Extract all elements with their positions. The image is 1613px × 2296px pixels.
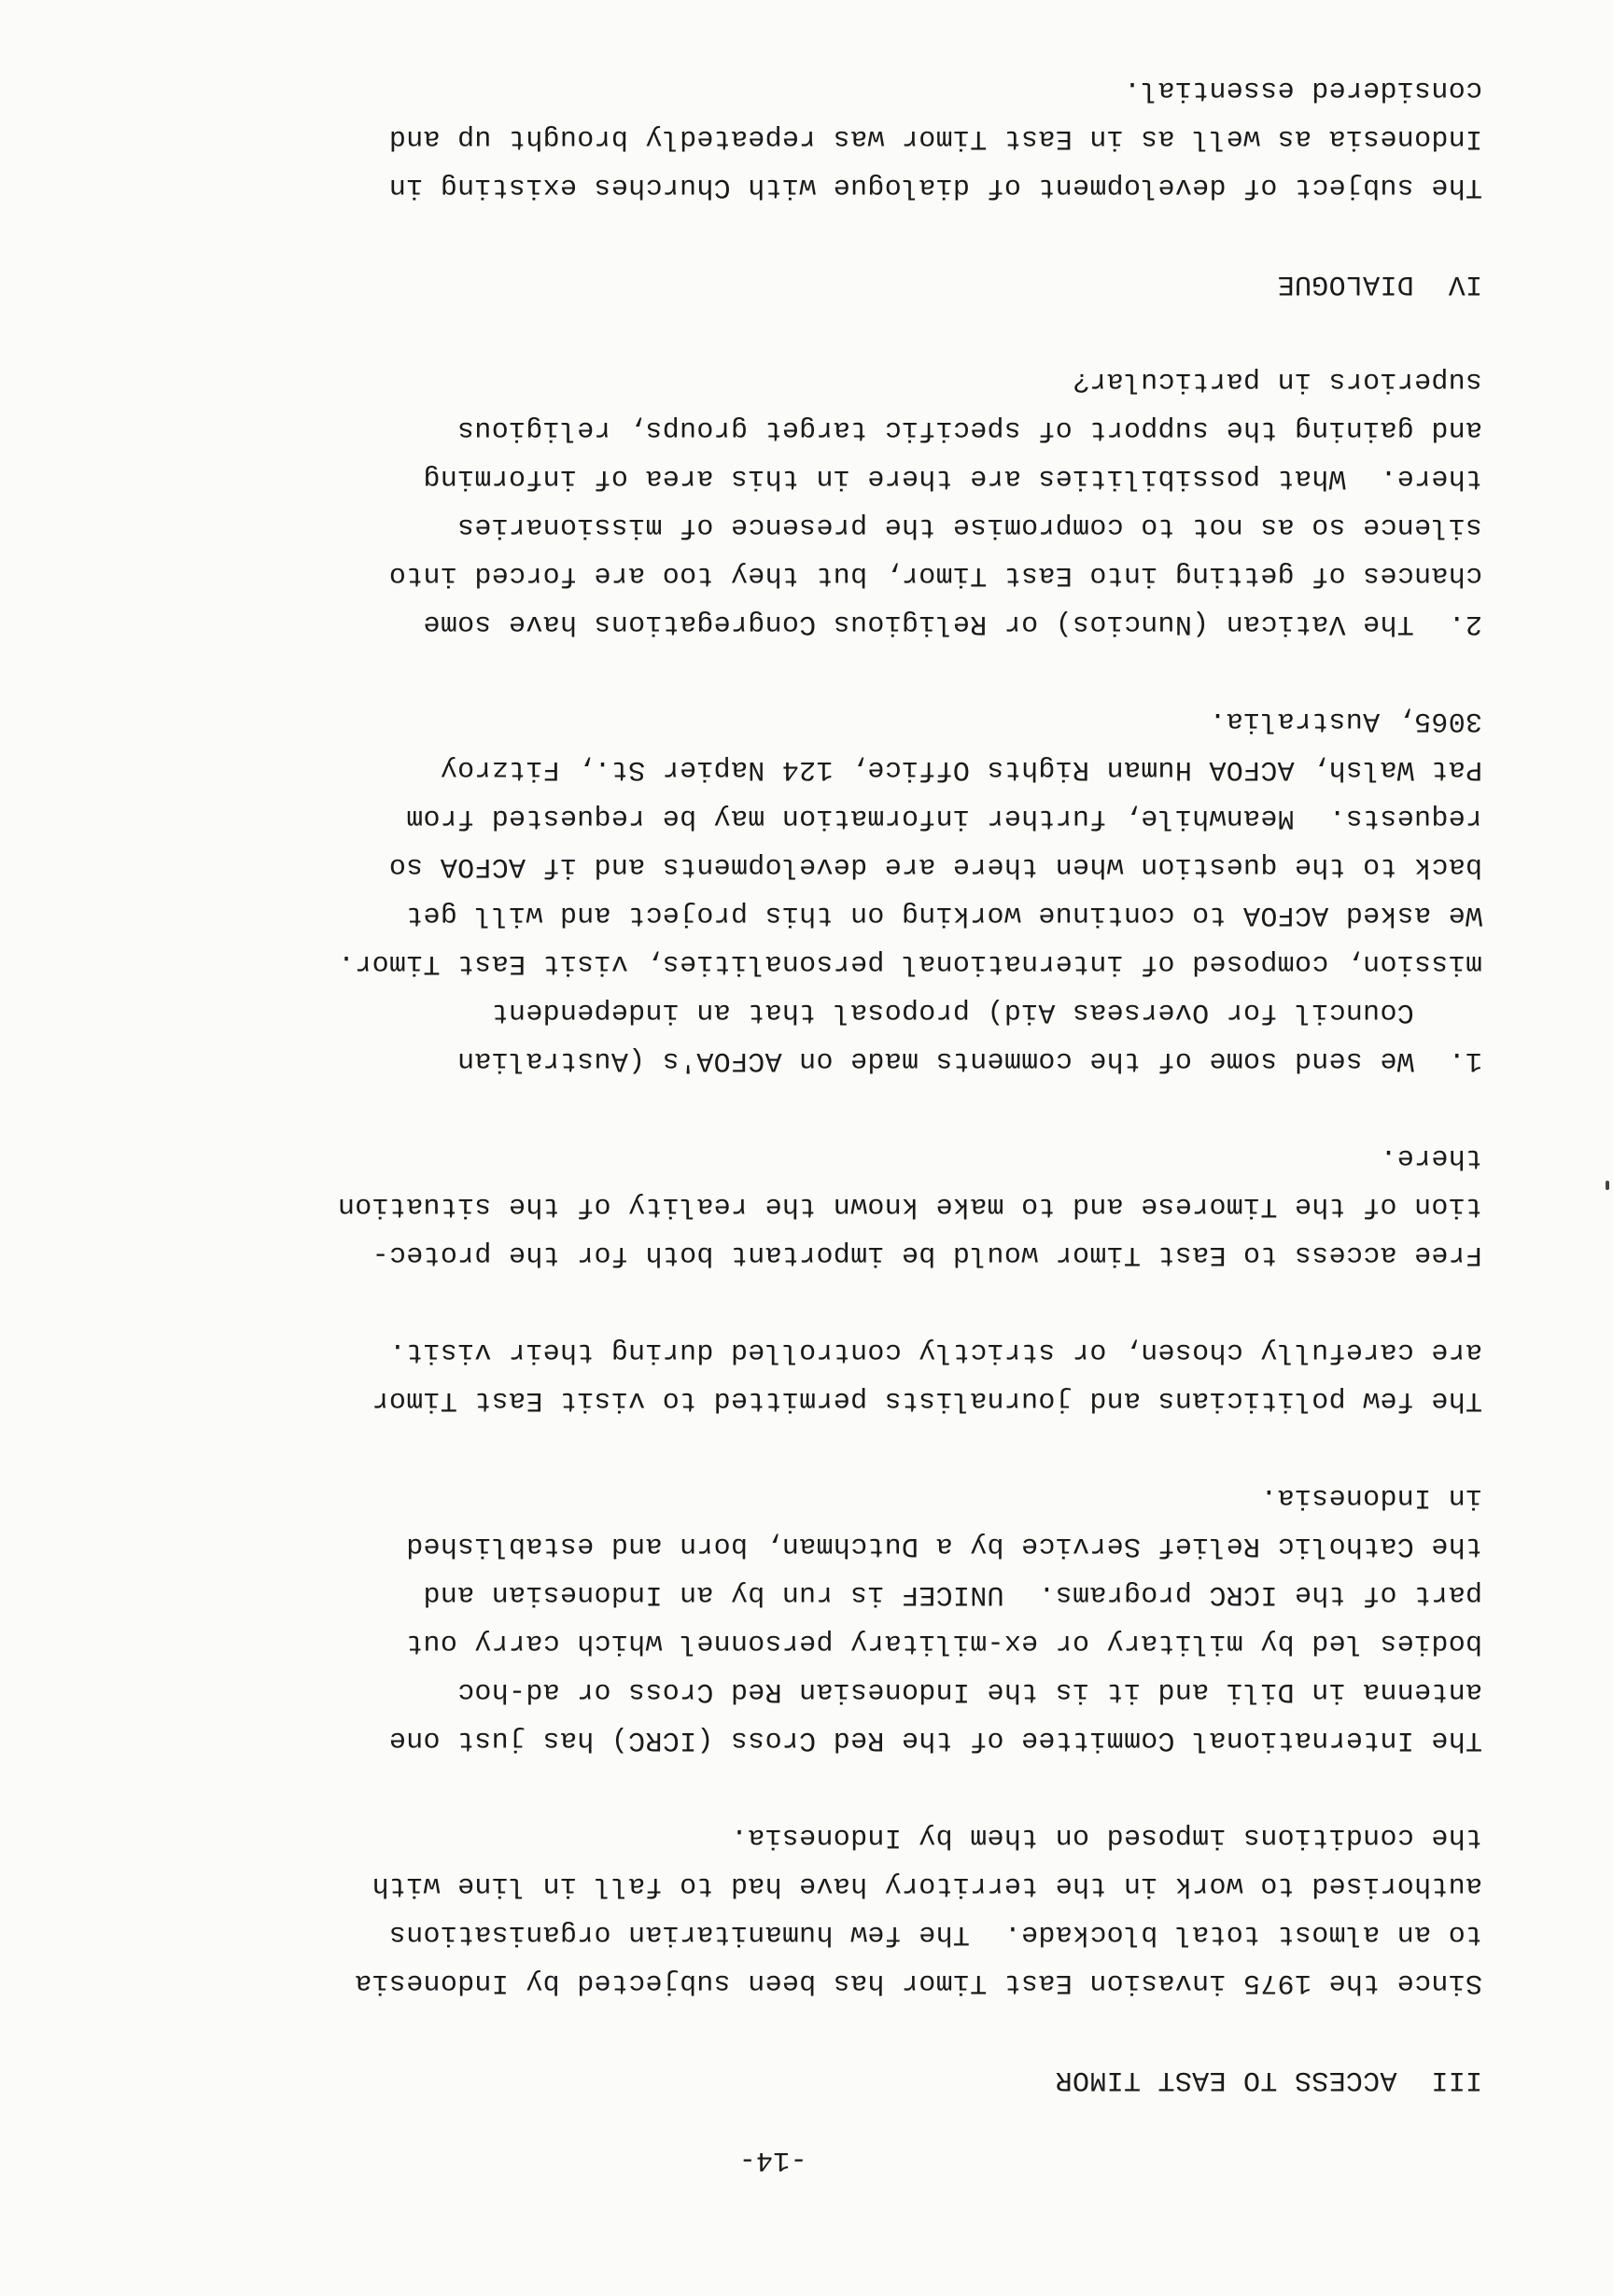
- text-line: Indonesia as well as in East Timor was repeatedly brought up and: [388, 122, 1482, 154]
- text-line: the Catholic Relief Service by a Dutchman, born and established: [405, 1530, 1482, 1561]
- text-line: superiors in particular?: [1072, 365, 1482, 397]
- page-number: -14-: [738, 2144, 807, 2176]
- text-line: requests. Meanwhile, further information may be requested from: [405, 802, 1482, 833]
- text-line: We asked ACFOA to continue working on this project and will get: [405, 899, 1482, 931]
- text-line: and gaining the support of specific target groups, religious: [456, 413, 1482, 445]
- numbered-item-1: [63, 696, 1482, 1085]
- scan-speck: [1606, 1181, 1609, 1190]
- text-line: back to the question when there are developments and if ACFOA so: [388, 850, 1482, 882]
- text-line: Free access to East Timor would be important both for the protec-: [372, 1239, 1482, 1270]
- text-line: 2. The Vatican (Nuncios) or Religious Congregations have some: [423, 608, 1482, 639]
- text-line: Pat Walsh, ACFOA Human Rights Office, 124 Napier St., Fitzroy: [440, 753, 1482, 785]
- text-line: there.: [1380, 1141, 1482, 1173]
- page-content: [63, 17, 1482, 2184]
- text-line: 1. We send some of the comments made on ACFOA's (Australian: [456, 1044, 1482, 1076]
- paragraph-politicians: [63, 1327, 1482, 1424]
- section-heading: IV DIALOGUE: [1277, 268, 1482, 300]
- paragraph-blockade: [63, 1813, 1482, 2007]
- text-line: part of the ICRC programs. UNICEF is run by an Indonesian and: [423, 1578, 1482, 1610]
- paragraph-icrc: [63, 1473, 1482, 1764]
- text-line: authorised to work in the territory have had to fall in line with: [372, 1869, 1482, 1901]
- text-line: considered essential.: [1123, 74, 1482, 105]
- text-line: there. What possibilities are there in this area of informing: [423, 462, 1482, 494]
- text-line: are carefully chosen, or strictly controlled during their visit.: [388, 1336, 1482, 1367]
- section-dialogue: [63, 65, 1482, 308]
- text-line: 3065, Australia.: [1209, 705, 1482, 736]
- text-line: mission, composed of international personalities, visit East Timor.: [337, 947, 1482, 979]
- text-line: antenna in Dili and it is the Indonesian Red Cross or ad-hoc: [456, 1675, 1482, 1707]
- text-line: The International Committee of the Red Cross (ICRC) has just one: [388, 1724, 1482, 1756]
- text-line: The few politicians and journalists permitted to visit East Timor: [372, 1384, 1482, 1416]
- text-line: chances of getting into East Timor, but they too are forced into: [388, 559, 1482, 591]
- paragraph-dialogue: [63, 65, 1482, 211]
- text-line: tion of the Timorese and to make known the reality of the situation: [337, 1190, 1482, 1222]
- text-line: silence so as not to compromise the presence of missionaries: [456, 511, 1482, 542]
- text-line: to an almost total blockade. The few humanitarian organisations: [388, 1918, 1482, 1950]
- section-access-to-east-timor: [63, 357, 1482, 2104]
- text-line: in Indonesia.: [1260, 1481, 1482, 1513]
- paragraph-free-access: [63, 1133, 1482, 1279]
- section-heading: III ACCESS TO EAST TIMOR: [1055, 2064, 1482, 2095]
- text-line: the conditions imposed on them by Indonesia.: [730, 1821, 1482, 1853]
- text-line: bodies led by military or ex-military personnel which carry out: [405, 1627, 1482, 1659]
- text-line: The subject of development of dialogue with Churches existing in: [388, 171, 1482, 203]
- text-line: Council for Overseas Aid) proposal that an independent: [491, 996, 1482, 1028]
- numbered-item-2: [63, 357, 1482, 648]
- text-line: Since the 1975 invasion East Timor has been subjected by Indonesia: [355, 1967, 1482, 1998]
